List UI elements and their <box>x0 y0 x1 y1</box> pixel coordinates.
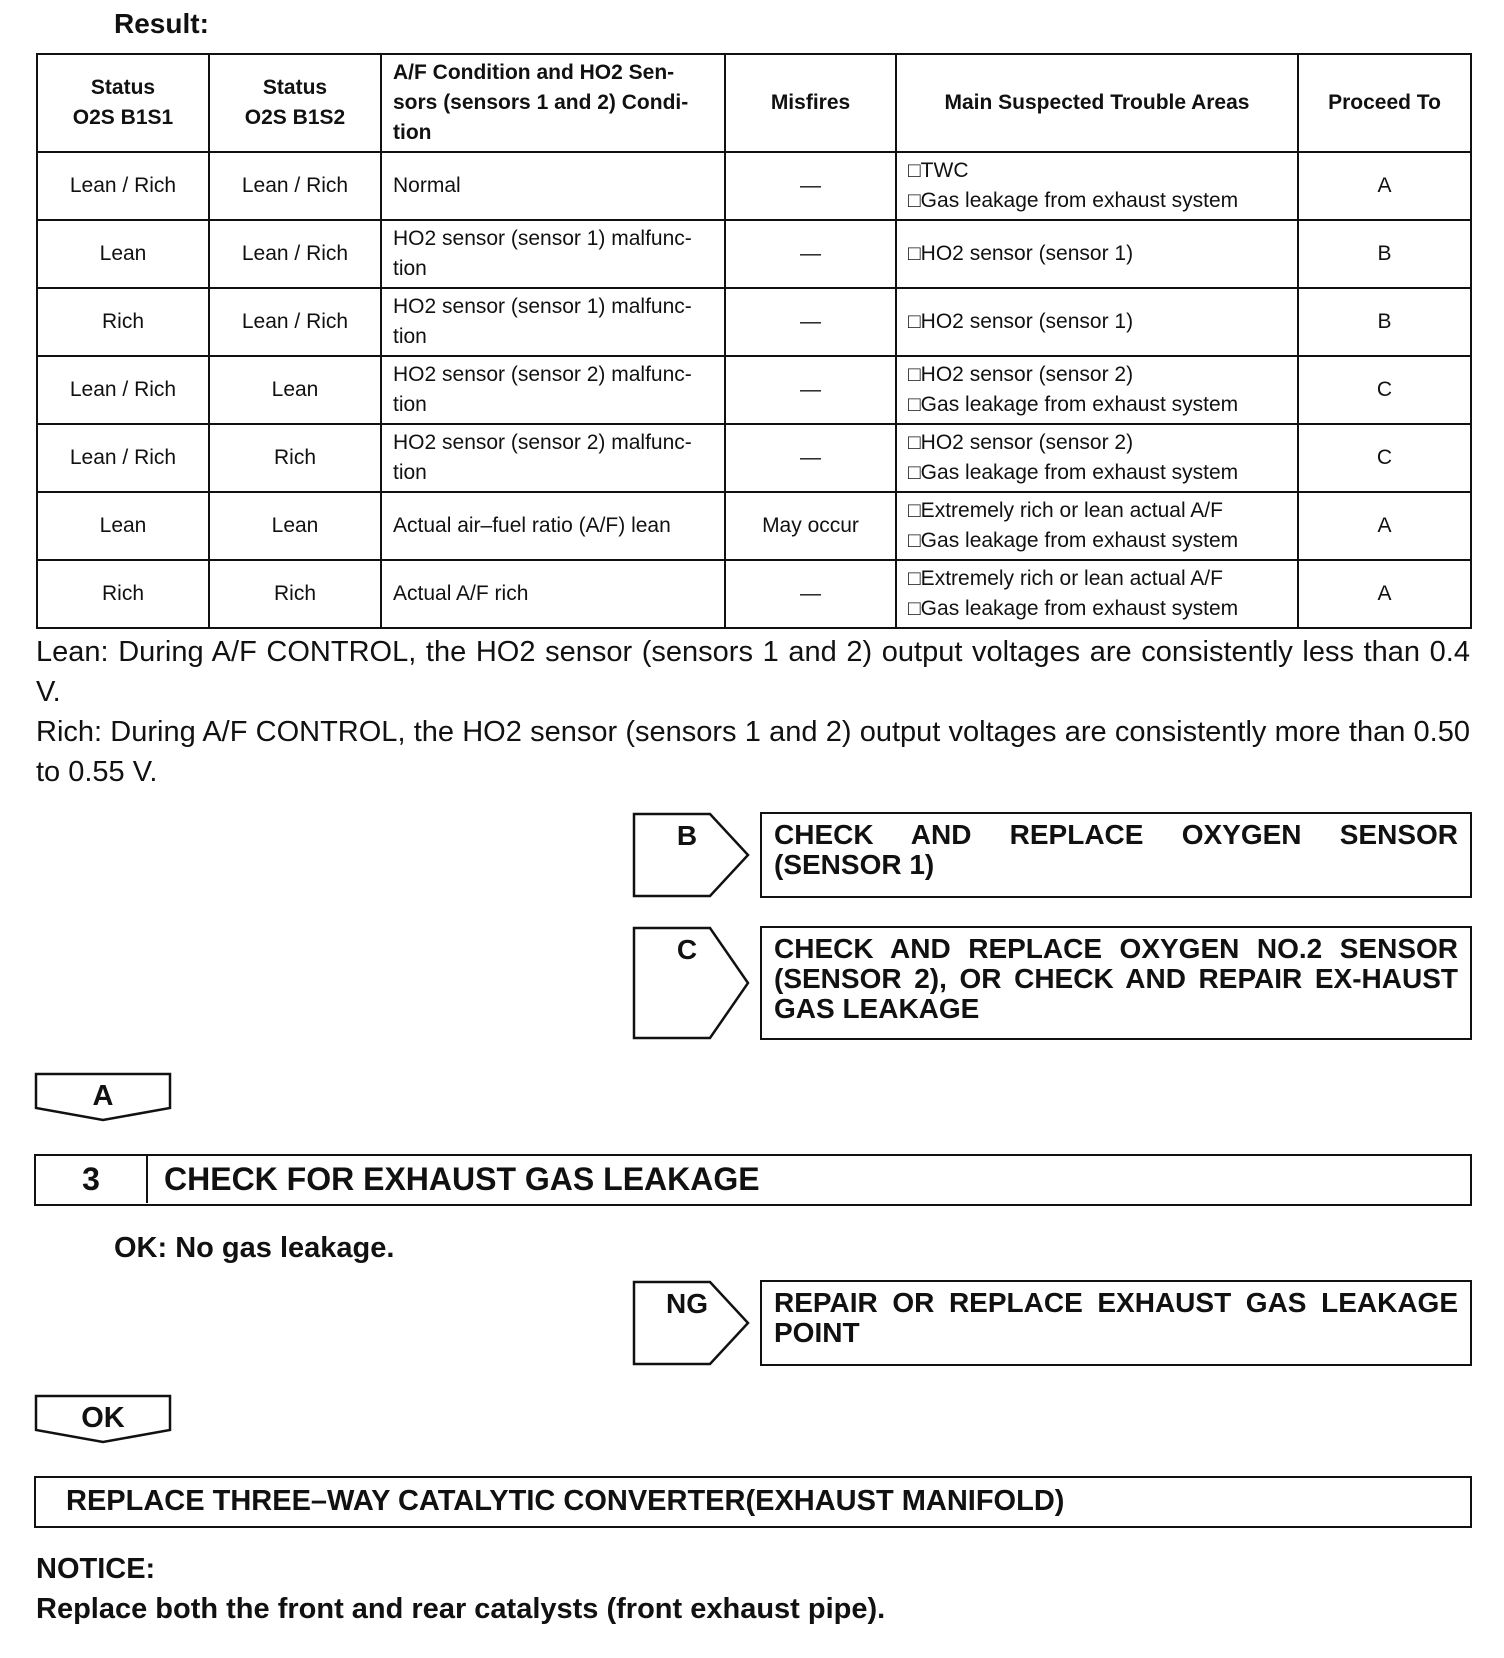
tab-ok[interactable]: OK <box>81 1402 125 1434</box>
status-b1s1-cell: Lean <box>37 220 209 288</box>
proceed-to-cell: A <box>1298 152 1471 220</box>
jump-action-c: CHECK AND REPLACE OXYGEN NO.2 SENSOR (SENSOR 2), OR CHECK AND REPAIR EX-HAUST GAS LEAKAGE <box>760 926 1472 1040</box>
table-row <box>37 288 1471 356</box>
proceed-to-cell: A <box>1298 492 1471 560</box>
status-b1s1-cell: Rich <box>37 288 209 356</box>
header-status-b1s1: Status O2S B1S1 <box>37 54 209 152</box>
status-b1s1-cell: Lean / Rich <box>37 152 209 220</box>
lean-note: Lean: During A/F CONTROL, the HO2 sensor (sensors 1 and 2) output voltages are consistently less than 0.4 V. <box>36 636 1470 708</box>
af-condition-cell: Normal <box>381 152 725 220</box>
misfires-cell: May occur <box>725 492 896 560</box>
table-row <box>37 152 1471 220</box>
status-b1s2-cell: Lean <box>209 356 381 424</box>
jump-tag-c[interactable]: C <box>676 934 698 965</box>
trouble-areas-cell: □Extremely rich or lean actual A/F □Gas leakage from exhaust system <box>896 492 1298 560</box>
status-b1s1-cell: Lean <box>37 492 209 560</box>
status-b1s2-cell: Lean / Rich <box>209 288 381 356</box>
notice-text: Replace both the front and rear catalysts (front exhaust pipe). <box>36 1593 886 1625</box>
af-condition-cell: HO2 sensor (sensor 2) malfunc- tion <box>381 424 725 492</box>
step-title: CHECK FOR EXHAUST GAS LEAKAGE <box>164 1161 760 1197</box>
jump-tag-ng[interactable]: NG <box>666 1288 708 1319</box>
misfires-cell: — <box>725 152 896 220</box>
header-af-condition: A/F Condition and HO2 Sen- sors (sensors 1 and 2) Condi- tion <box>381 54 725 152</box>
status-b1s1-cell: Lean / Rich <box>37 424 209 492</box>
trouble-areas-cell: □HO2 sensor (sensor 1) <box>896 288 1298 356</box>
misfires-cell: — <box>725 356 896 424</box>
header-proceed-to: Proceed To <box>1298 54 1471 152</box>
misfires-cell: — <box>725 220 896 288</box>
final-action: REPLACE THREE–WAY CATALYTIC CONVERTER(EXHAUST MANIFOLD) <box>34 1476 1472 1528</box>
table-row <box>37 356 1471 424</box>
af-condition-cell: HO2 sensor (sensor 2) malfunc- tion <box>381 356 725 424</box>
misfires-cell: — <box>725 424 896 492</box>
header-status-b1s2: Status O2S B1S2 <box>209 54 381 152</box>
notice-heading: NOTICE: <box>36 1553 156 1585</box>
proceed-to-cell: B <box>1298 288 1471 356</box>
tab-a[interactable]: A <box>92 1080 114 1112</box>
status-b1s2-cell: Lean / Rich <box>209 220 381 288</box>
ok-condition: OK: No gas leakage. <box>114 1232 395 1264</box>
misfires-cell: — <box>725 288 896 356</box>
proceed-to-cell: B <box>1298 220 1471 288</box>
trouble-areas-cell: □HO2 sensor (sensor 1) <box>896 220 1298 288</box>
table-row <box>37 220 1471 288</box>
result-label: Result: <box>114 8 209 39</box>
table-row <box>37 492 1471 560</box>
header-trouble-areas: Main Suspected Trouble Areas <box>896 54 1298 152</box>
trouble-areas-cell: □HO2 sensor (sensor 2) □Gas leakage from exhaust system <box>896 356 1298 424</box>
trouble-areas-cell: □HO2 sensor (sensor 2) □Gas leakage from exhaust system <box>896 424 1298 492</box>
proceed-to-cell: A <box>1298 560 1471 628</box>
proceed-to-cell: C <box>1298 424 1471 492</box>
status-b1s2-cell: Lean / Rich <box>209 152 381 220</box>
jump-action-b: CHECK AND REPLACE OXYGEN SENSOR (SENSOR 1) <box>760 812 1472 898</box>
status-b1s2-cell: Rich <box>209 424 381 492</box>
step-3-header <box>34 1154 1472 1206</box>
step-number: 3 <box>36 1156 148 1203</box>
table-row <box>37 560 1471 628</box>
af-condition-cell: Actual A/F rich <box>381 560 725 628</box>
header-misfires: Misfires <box>725 54 896 152</box>
status-b1s2-cell: Lean <box>209 492 381 560</box>
status-b1s2-cell: Rich <box>209 560 381 628</box>
af-condition-cell: HO2 sensor (sensor 1) malfunc- tion <box>381 220 725 288</box>
af-condition-cell: Actual air–fuel ratio (A/F) lean <box>381 492 725 560</box>
table-row <box>37 424 1471 492</box>
misfires-cell: — <box>725 560 896 628</box>
rich-note: Rich: During A/F CONTROL, the HO2 sensor (sensors 1 and 2) output voltages are consistently more than 0.50 to 0.55 V. <box>36 716 1470 788</box>
table-header-row <box>37 54 1471 152</box>
status-b1s1-cell: Lean / Rich <box>37 356 209 424</box>
jump-action-ng: REPAIR OR REPLACE EXHAUST GAS LEAKAGE POINT <box>760 1280 1472 1366</box>
result-table <box>36 53 1472 629</box>
trouble-areas-cell: □TWC □Gas leakage from exhaust system <box>896 152 1298 220</box>
proceed-to-cell: C <box>1298 356 1471 424</box>
jump-tag-b[interactable]: B <box>676 820 698 851</box>
trouble-areas-cell: □Extremely rich or lean actual A/F □Gas leakage from exhaust system <box>896 560 1298 628</box>
af-condition-cell: HO2 sensor (sensor 1) malfunc- tion <box>381 288 725 356</box>
status-b1s1-cell: Rich <box>37 560 209 628</box>
